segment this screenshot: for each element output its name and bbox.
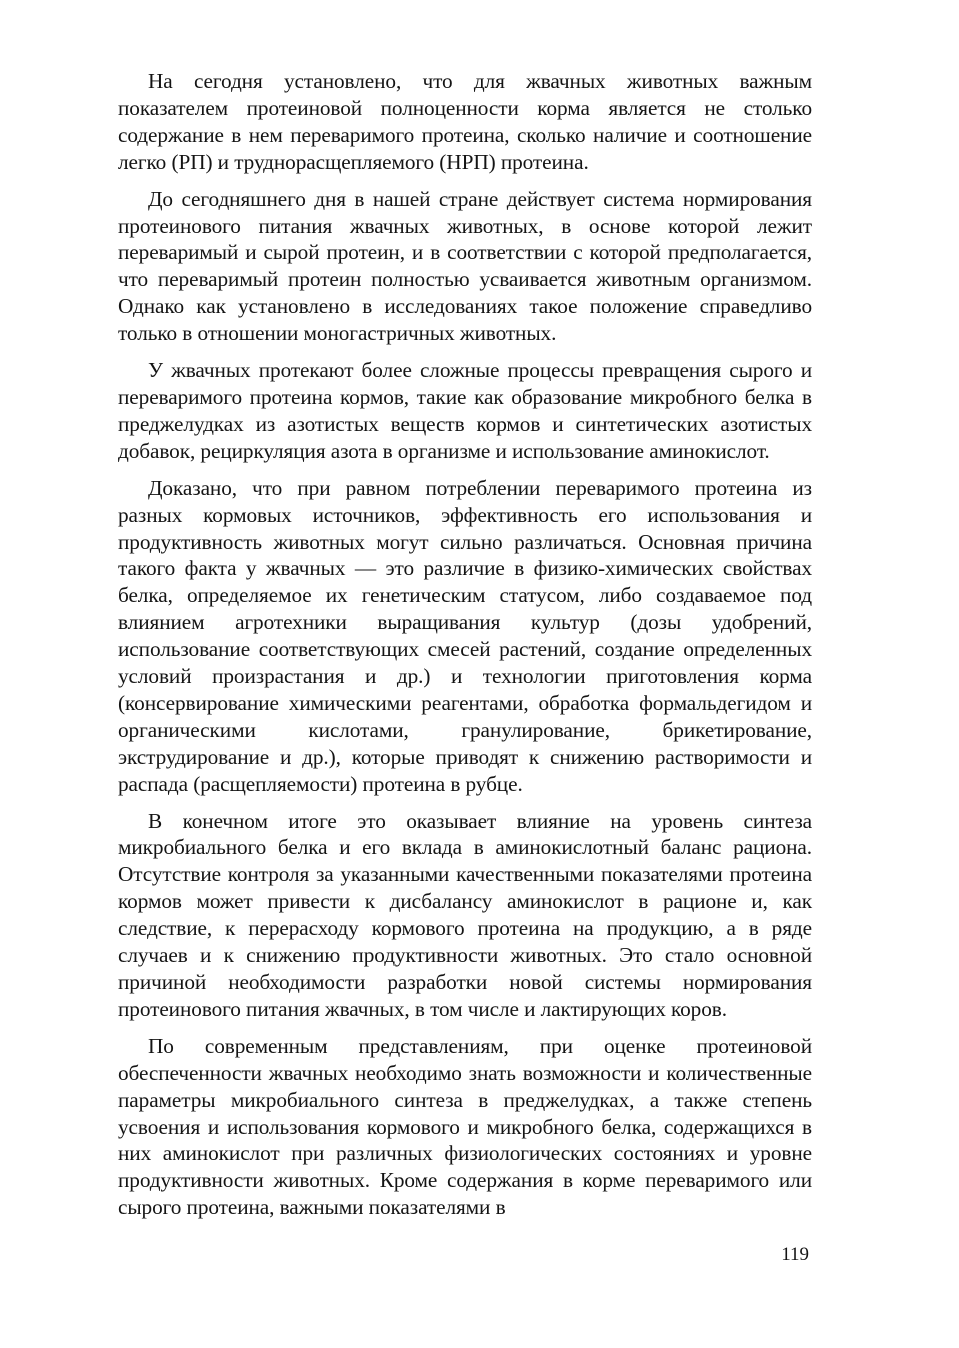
- paragraph-1: На сегодня установлено, что для жвачных животных важным показателем протеиновой полноценности корма является не столько содержание в нем переваримого протеина, сколько наличие и соотношение легко (РП) и труднорасщепляемого (НРП) протеина.: [118, 69, 812, 174]
- paragraph-4: Доказано, что при равном потреблении переваримого протеина из разных кормовых источников, эффективность его использования и продуктивность животных могут сильно различаться. Основная причина такого факта у жвачных — это различие в физико-химических свойствах белка, определяемое их генетическим статусом, либо создаваемое под влиянием агротехники выращивания культур (дозы удобрений, использование соответствующих смесей растений, создание определенных условий произрастания и др.) и технологии приготовления корма (консервирование химическими реагентами, обработка формальдегидом и органическими кислотами, гранулирование, брикетирование, экструдирование и др.), которые приводят к снижению растворимости и распада (расщепляемости) протеина в рубце.: [118, 475, 812, 796]
- page-body: [118, 68, 812, 1231]
- paragraph-5: В конечном итоге это оказывает влияние на уровень синтеза микробиального белка и его вклада в аминокислотный баланс рациона. Отсутствие контроля за указанными качественными показателями протеина кормов может привести к дисбалансу аминокислот в рационе и, как следствие, к перерасходу кормового протеина на продукцию, а в ряде случаев и к снижению продуктивности животных. Это стало основной причиной необходимости разработки новой системы нормирования протеинового питания жвачных, в том числе и лактирующих коров.: [118, 808, 812, 1021]
- paragraph-3: У жвачных протекают более сложные процессы превращения сырого и переваримого протеина кормов, такие как образование микробного белка в преджелудках из азотистых веществ кормов и синтетических азотистых добавок, рециркуляция азота в организме и использование аминокислот.: [118, 358, 812, 463]
- paragraph-6: По современным представлениям, при оценке протеиновой обеспеченности жвачных необходимо знать возможности и количественные параметры микробиального синтеза в преджелудках, а также степень усвоения и использования кормового и микробного белка, содержащихся в них аминокислот при различных физиологических состояниях и уровне продуктивности животных. Кроме содержания в корме переваримого или сырого протеина, важными показателями в: [118, 1033, 812, 1220]
- paragraph-2: До сегодняшнего дня в нашей стране действует система нормирования протеинового питания жвачных животных, в основе которой лежит переваримый и сырой протеин, и в соответствии с которой предполагается, что переваримый протеин полностью усваивается животным организмом. Однако как установлено в исследованиях такое положение справедливо только в отношении моногастричных животных.: [118, 186, 812, 346]
- page-number: 119: [781, 1244, 809, 1265]
